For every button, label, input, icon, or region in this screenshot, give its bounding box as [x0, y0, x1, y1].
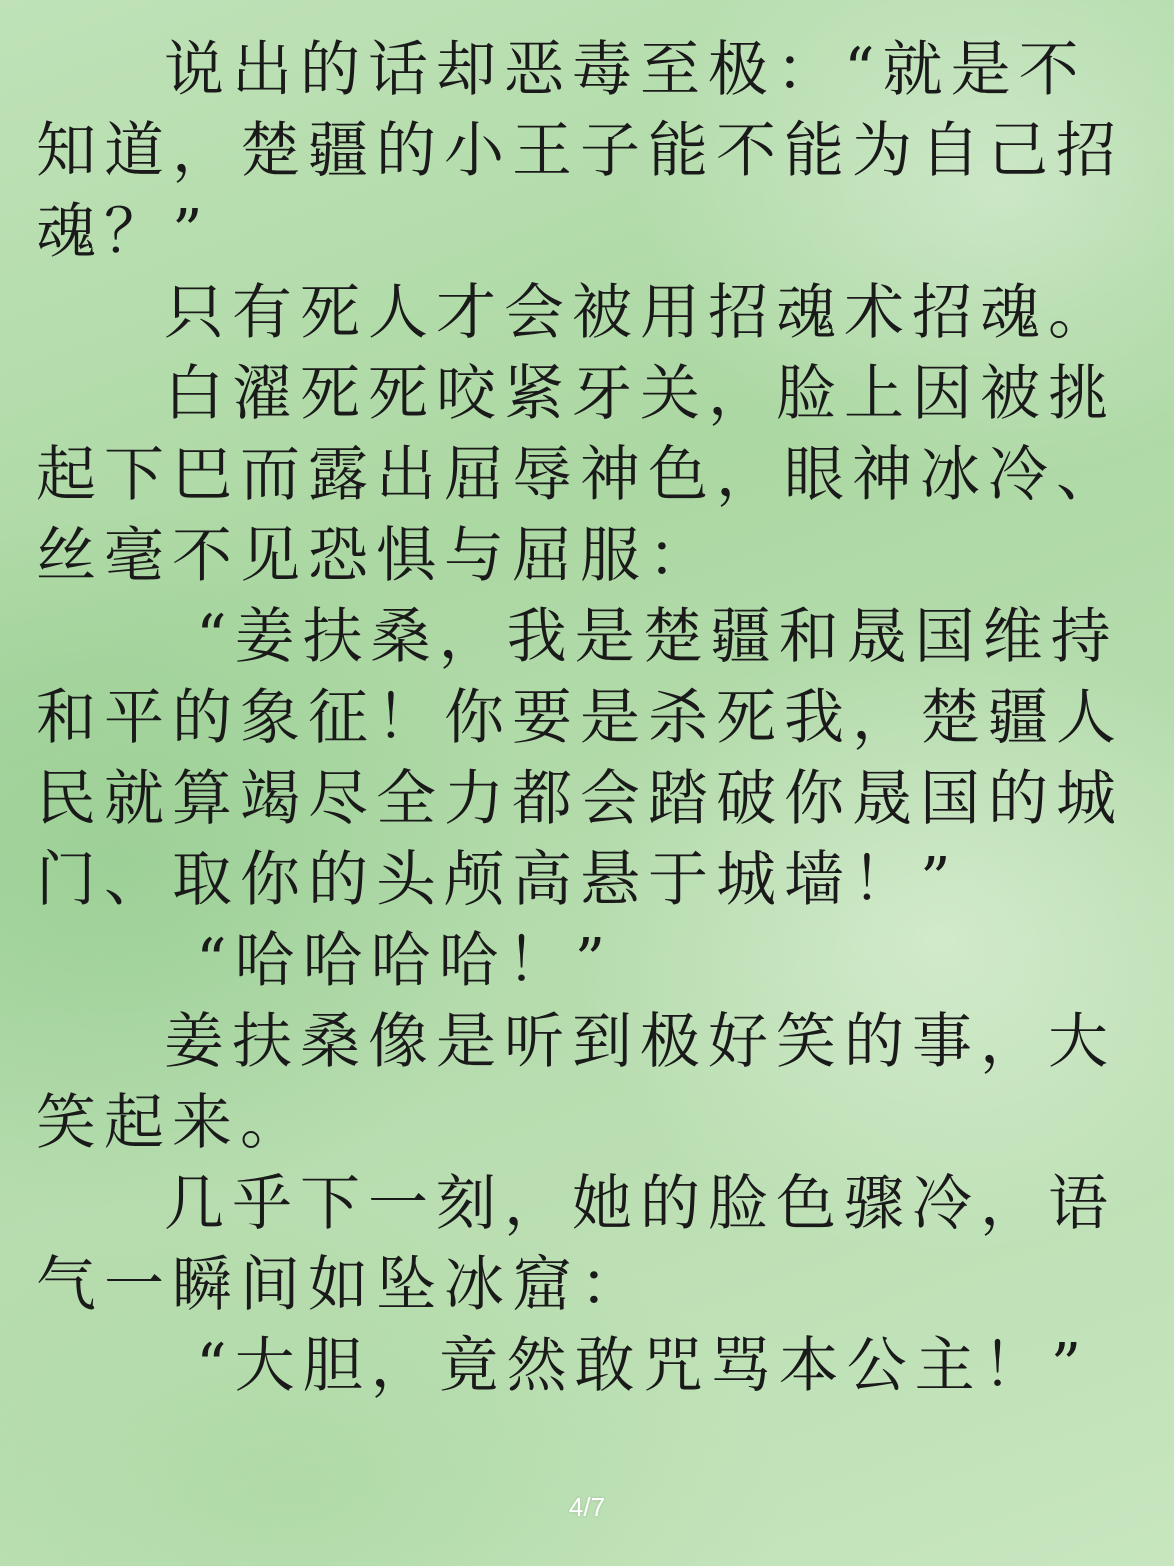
paragraph-quote: “大胆，竟然敢咒骂本公主！”: [196, 1331, 1090, 1401]
paragraph: 说出的话却恶毒至极：“就是不知道，楚疆的小王子能不能为自己招魂？”: [36, 35, 1124, 267]
paragraph: 几乎下一刻，她的脸色骤冷，语气一瞬间如坠冰窟：: [36, 1169, 1116, 1320]
page-indicator: 4/7: [568, 1492, 606, 1522]
paragraph-quote: “姜扶桑，我是楚疆和晟国维持和平的象征！你要是杀死我，楚疆人民就算竭尽全力都会踏破你晟国的城门、取你的头颅高悬于城墙！”: [36, 602, 1124, 915]
paragraph: 姜扶桑像是听到极好笑的事，大笑起来。: [36, 1007, 1116, 1158]
paragraph: 白濯死死咬紧牙关，脸上因被挑起下巴而露出屈辱神色，眼神冰冷、丝毫不见恐惧与屈服：: [36, 359, 1124, 591]
paragraph: 只有死人才会被用招魂术招魂。: [164, 278, 1116, 348]
text-body: [36, 30, 1126, 1407]
paragraph-quote: “哈哈哈哈！”: [196, 926, 614, 996]
